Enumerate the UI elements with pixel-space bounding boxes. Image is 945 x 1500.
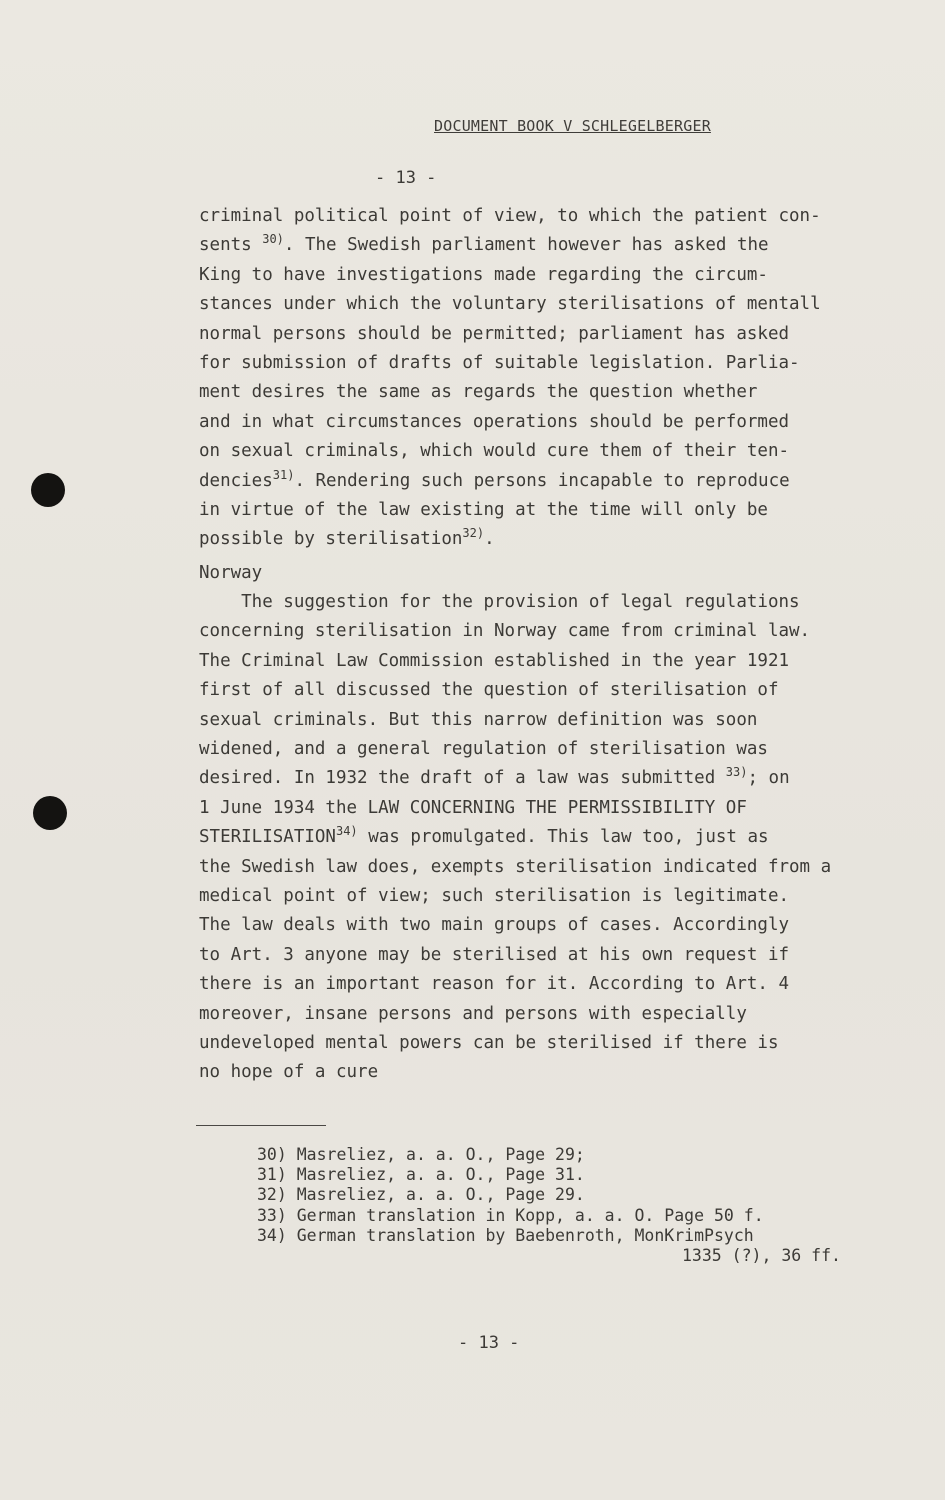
footnote-30: 30) Masreliez, a. a. O., Page 29; <box>257 1145 585 1164</box>
body-line: to Art. 3 anyone may be sterilised at his own request if <box>199 944 790 965</box>
body-line: desired. In 1932 the draft of a law was submitted $^{33)}$; on <box>199 765 790 789</box>
footnote-ref: 32) <box>462 526 485 541</box>
body-line: dencies$^{31)}$. Rendering such persons incapable to reproduce <box>199 467 790 491</box>
body-line: sents $^{30)}$. The Swedish parliament however has asked the <box>199 232 769 256</box>
body-line: The law deals with two main groups of cases. Accordingly <box>199 915 790 936</box>
document-header: DOCUMENT BOOK V SCHLEGELBERGER <box>434 117 711 135</box>
footnote-34-continuation: 1335 (?), 36 ff. <box>682 1246 841 1266</box>
body-line: stances under which the voluntary sterilisations of mentall <box>199 294 821 315</box>
page-number-bottom: - 13 - <box>458 1333 520 1353</box>
body-line: undeveloped mental powers can be sterilised if there is <box>199 1032 779 1053</box>
body-line: the Swedish law does, exempts sterilisation indicated from a <box>199 856 832 877</box>
body-line: criminal political point of view, to which the patient con- <box>199 206 821 226</box>
footnote-divider <box>196 1125 326 1126</box>
footnote-ref: 34) <box>335 824 358 839</box>
body-line: there is an important reason for it. According to Art. 4 <box>199 974 790 995</box>
body-line: first of all discussed the question of sterilisation of <box>199 680 779 701</box>
body-line: The Criminal Law Commission established in the year 1921 <box>199 650 790 671</box>
punch-hole-lower <box>33 796 67 830</box>
body-line: on sexual criminals, which would cure them of their ten- <box>199 441 790 462</box>
body-line: for submission of drafts of suitable legislation. Parlia- <box>199 352 800 373</box>
page-number-top: - 13 - <box>375 168 437 188</box>
body-line: concerning sterilisation in Norway came from criminal law. <box>199 621 811 642</box>
body-line: The suggestion for the provision of legal regulations <box>199 592 800 613</box>
body-line: STERILISATION$^{34)}$ was promulgated. This law too, just as <box>199 824 769 848</box>
section-heading-norway: Norway <box>199 562 263 583</box>
footnote-32: 32) Masreliez, a. a. O., Page 29. <box>257 1185 585 1205</box>
body-line: possible by sterilisation$^{32)}$. <box>199 526 495 550</box>
footnotes <box>257 1145 841 1266</box>
footnote-33: 33) German translation in Kopp, a. a. O. Page 50 f. <box>257 1205 764 1225</box>
body-line: King to have investigations made regarding the circum- <box>199 264 768 285</box>
body-line: in virtue of the law existing at the time will only be <box>199 499 768 520</box>
body-line: no hope of a cure <box>199 1062 379 1083</box>
body-line: 1 June 1934 the LAW CONCERNING THE PERMISSIBILITY OF <box>199 797 747 818</box>
body-line: sexual criminals. But this narrow definition was soon <box>199 709 758 730</box>
body-line: and in what circumstances operations should be performed <box>199 411 790 432</box>
footnote-34: 34) German translation by Baebenroth, MonKrimPsych <box>257 1225 754 1245</box>
body-line: widened, and a general regulation of sterilisation was <box>199 739 768 760</box>
body-line: ment desires the same as regards the question whether <box>199 382 758 403</box>
footnote-ref: 30) <box>262 232 284 247</box>
body-line: normal persons should be permitted; parliament has asked <box>199 323 790 344</box>
body-text <box>199 202 919 1088</box>
footnote-ref: 33) <box>725 765 748 780</box>
footnote-ref: 31) <box>272 467 295 482</box>
body-line: medical point of view; such sterilisation is legitimate. <box>199 885 790 906</box>
footnote-31: 31) Masreliez, a. a. O., Page 31. <box>257 1165 585 1185</box>
punch-hole-upper <box>31 473 65 507</box>
body-line: moreover, insane persons and persons with especially <box>199 1003 747 1024</box>
